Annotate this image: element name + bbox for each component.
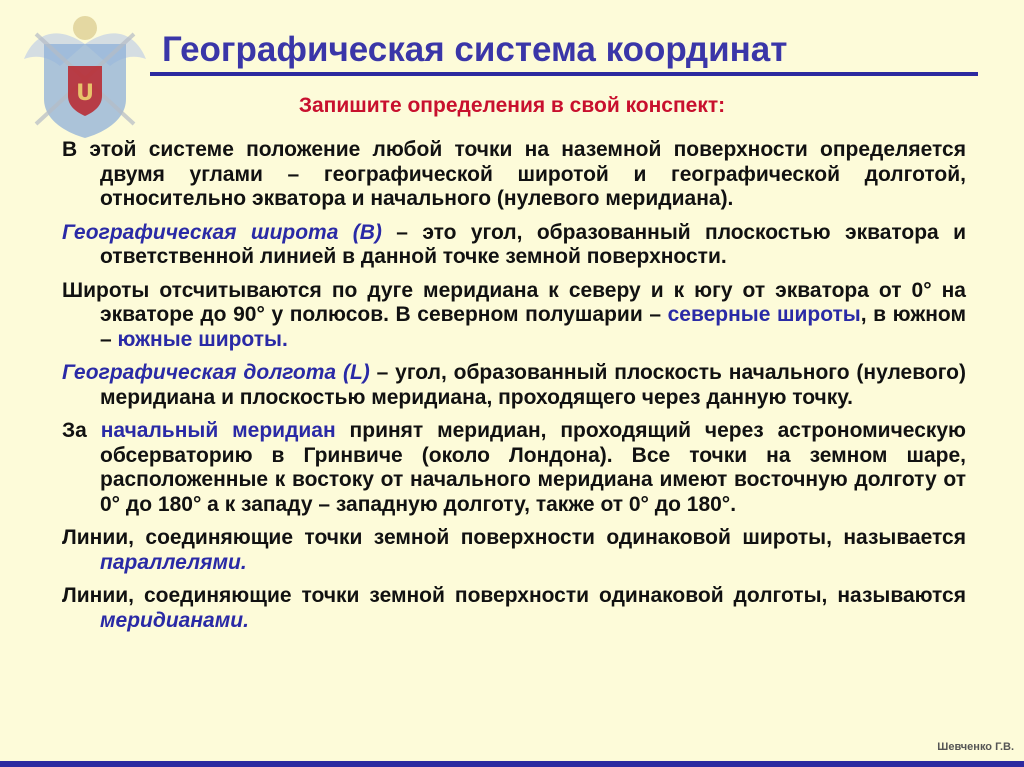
paragraph-text: В этой системе положение любой точки на наземной поверхности определяется двумя углами – географической широтой и географической долготой, относительно экватора и начального (нулевого меридиана). [62, 138, 966, 210]
title-underline [150, 72, 978, 76]
page-subtitle: Запишите определения в свой конспект: [298, 94, 726, 117]
paragraph-longitude-definition [62, 361, 966, 410]
paragraph-text: Широты отсчитываются по дуге меридиана к северу и к югу от экватора от 0° на экваторе до 90° у полюсов. В северном полушарии – [62, 278, 966, 326]
paragraph-prime-meridian [62, 419, 966, 517]
paragraph-latitude-definition [62, 221, 966, 270]
page-title: Географическая система координат [162, 30, 788, 69]
bottom-bar [0, 761, 1024, 767]
paragraph-meridians [62, 584, 966, 633]
paragraph-text: – угол, образованный плоскость начального (нулевого) меридиана и плоскостью меридиана, проходящего через данную точку. [100, 361, 966, 409]
paragraph-intro [62, 138, 966, 212]
emblem-icon [16, 4, 154, 140]
highlight-southern-latitudes: южные широты. [117, 327, 288, 351]
author-credit: Шевченко Г.В. [937, 741, 1014, 753]
paragraph-parallels [62, 526, 966, 575]
svg-text:U: U [76, 81, 94, 106]
term-meridians: меридианами. [100, 608, 249, 632]
paragraph-text: Линии, соединяющие точки земной поверхности одинаковой широты, называется [62, 526, 966, 549]
paragraph-text: принят меридиан, проходящий через астрономическую обсерваторию в Гринвиче (около Лондона). Все точки на земном шаре, расположенные к востоку от начального меридиана имеют восточную долготу от 0° до 180° а к западу – западную долготу, также от 0° до 180°. [100, 419, 966, 516]
paragraph-text: Линии, соединяющие точки земной поверхности одинаковой долготы, называются [62, 584, 966, 607]
highlight-northern-latitudes: северные широты [667, 303, 861, 326]
content-body [62, 138, 966, 642]
paragraph-text: , в южном – [100, 303, 966, 351]
paragraph-latitude-measurement [62, 279, 966, 353]
highlight-prime-meridian: начальный меридиан [100, 419, 336, 442]
term-parallels: параллелями. [100, 550, 247, 574]
paragraph-text: За [62, 419, 101, 442]
term-latitude: Географическая широта (B) [62, 220, 382, 244]
term-longitude: Географическая долгота (L) [62, 361, 370, 384]
paragraph-text: – это угол, образованный плоскостью экватора и ответственной линией в данной точке земной поверхности. [100, 220, 967, 268]
